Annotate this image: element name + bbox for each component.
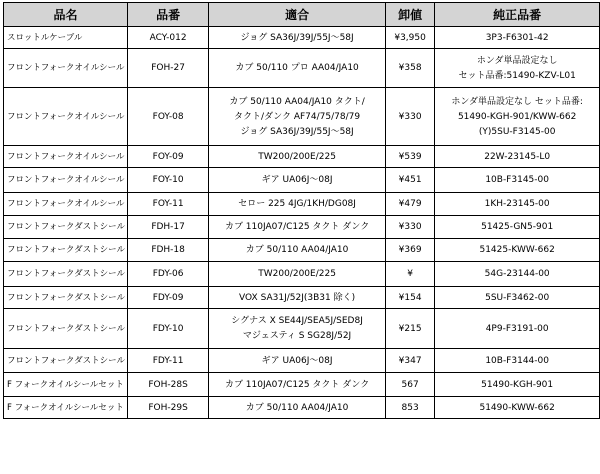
- cell-name: フロントフォークオイルシール: [4, 88, 128, 146]
- cell-genuine-part-number: [435, 216, 600, 239]
- cell-wholesale-price: ¥479: [385, 193, 434, 216]
- cell-genuine-part-number: [435, 397, 600, 419]
- header-part-number: 品番: [127, 3, 208, 27]
- cell-part-number: FDY-10: [127, 309, 208, 349]
- table-row: [4, 349, 600, 373]
- cell-part-number: FDH-18: [127, 239, 208, 262]
- cell-wholesale-price: ¥369: [385, 239, 434, 262]
- parts-table-container: [3, 2, 600, 419]
- cell-name: フロントフォークオイルシール: [4, 168, 128, 193]
- cell-name: フロントフォークダストシール: [4, 216, 128, 239]
- cell-part-number: FDY-06: [127, 262, 208, 287]
- cell-fitment: [209, 88, 386, 146]
- cell-genuine-part-number: [435, 193, 600, 216]
- cell-wholesale-price: ¥215: [385, 309, 434, 349]
- cell-part-number: FOY-11: [127, 193, 208, 216]
- cell-genuine-part-number: [435, 146, 600, 168]
- parts-table: [3, 2, 600, 419]
- cell-part-number: FOH-28S: [127, 373, 208, 397]
- genuine-part-line: 3P3-F6301-42: [485, 32, 549, 43]
- fitment-line: カブ 110JA07/C125 タクト ダンク: [224, 222, 370, 232]
- header-wholesale-price: 卸値: [385, 3, 434, 27]
- cell-fitment: [209, 287, 386, 309]
- cell-part-number: FOH-29S: [127, 397, 208, 419]
- cell-wholesale-price: ¥3,950: [385, 27, 434, 49]
- fitment-line: マジェスティ S SG28J/52J: [242, 331, 352, 341]
- header-fitment: 適合: [209, 3, 386, 27]
- genuine-part-line: (Y)5SU-F3145-00: [478, 126, 556, 137]
- genuine-part-line: 10B-F3145-00: [485, 175, 549, 185]
- genuine-part-line: 4P9-F3191-00: [485, 323, 549, 334]
- cell-fitment: [209, 216, 386, 239]
- genuine-part-line: 54G-23144-00: [484, 269, 550, 279]
- fitment-line: カブ 50/110 AA04/JA10: [245, 402, 349, 413]
- fitment-line: VOX SA31J/52J(3B31 除く): [239, 292, 356, 303]
- cell-fitment: [209, 146, 386, 168]
- table-row: [4, 146, 600, 168]
- cell-name: フロントフォークダストシール: [4, 262, 128, 287]
- cell-wholesale-price: ¥347: [385, 349, 434, 373]
- cell-genuine-part-number: [435, 373, 600, 397]
- cell-fitment: [209, 397, 386, 419]
- cell-fitment: [209, 262, 386, 287]
- cell-wholesale-price: ¥451: [385, 168, 434, 193]
- header-genuine-part-number: 純正品番: [435, 3, 600, 27]
- cell-genuine-part-number: [435, 239, 600, 262]
- fitment-line: セロー 225 4JG/1KH/DG08J: [238, 199, 356, 209]
- genuine-part-line: 5SU-F3462-00: [485, 292, 550, 303]
- cell-part-number: FOH-27: [127, 49, 208, 88]
- header-name: 品名: [4, 3, 128, 27]
- cell-name: F フォークオイルシールセット: [4, 373, 128, 397]
- cell-name: フロントフォークダストシール: [4, 239, 128, 262]
- table-row: [4, 168, 600, 193]
- cell-fitment: [209, 49, 386, 88]
- cell-part-number: FOY-10: [127, 168, 208, 193]
- table-row: [4, 287, 600, 309]
- cell-name: フロントフォークオイルシール: [4, 146, 128, 168]
- fitment-line: ギア UA06J～08J: [261, 175, 333, 185]
- cell-name: フロントフォークダストシール: [4, 287, 128, 309]
- cell-part-number: FDY-09: [127, 287, 208, 309]
- cell-genuine-part-number: [435, 349, 600, 373]
- cell-fitment: [209, 168, 386, 193]
- genuine-part-line: 10B-F3144-00: [485, 355, 549, 366]
- fitment-line: タクト/ダンク AF74/75/78/79: [234, 111, 361, 122]
- fitment-line: TW200/200E/225: [258, 151, 336, 162]
- cell-wholesale-price: 567: [385, 373, 434, 397]
- cell-name: フロントフォークダストシール: [4, 349, 128, 373]
- table-row: [4, 88, 600, 146]
- cell-genuine-part-number: [435, 309, 600, 349]
- cell-wholesale-price: 853: [385, 397, 434, 419]
- fitment-line: カブ 50/110 プロ AA04/JA10: [235, 63, 359, 73]
- cell-wholesale-price: ¥154: [385, 287, 434, 309]
- genuine-part-line: 51425-KWW-662: [479, 245, 555, 255]
- genuine-part-line: 51490-KGH-901: [481, 379, 554, 390]
- fitment-line: ジョグ SA36J/39J/55J～58J: [240, 126, 354, 137]
- table-row: [4, 27, 600, 49]
- table-row: [4, 49, 600, 88]
- table-row: [4, 239, 600, 262]
- fitment-line: カブ 110JA07/C125 タクト ダンク: [224, 379, 370, 390]
- cell-fitment: [209, 193, 386, 216]
- cell-genuine-part-number: [435, 168, 600, 193]
- table-body: [4, 27, 600, 419]
- cell-genuine-part-number: [435, 262, 600, 287]
- genuine-part-line: 51425-GN5-901: [481, 222, 554, 232]
- cell-name: フロントフォークオイルシール: [4, 49, 128, 88]
- cell-fitment: [209, 373, 386, 397]
- table-row: [4, 216, 600, 239]
- fitment-line: カブ 50/110 AA04/JA10: [245, 245, 349, 255]
- cell-name: スロットルケーブル: [4, 27, 128, 49]
- fitment-line: ギア UA06J～08J: [261, 355, 333, 366]
- fitment-line: カブ 50/110 AA04/JA10 タクト/: [229, 96, 365, 107]
- cell-name: F フォークオイルシールセット: [4, 397, 128, 419]
- fitment-line: ジョグ SA36J/39J/55J～58J: [240, 32, 354, 43]
- fitment-line: シグナス X SE44J/SEA5J/SED8J: [231, 316, 363, 326]
- genuine-part-line: 51490-KWW-662: [479, 402, 555, 413]
- cell-wholesale-price: ¥358: [385, 49, 434, 88]
- fitment-line: TW200/200E/225: [258, 269, 336, 279]
- genuine-part-line: セット品番:51490-KZV-L01: [458, 70, 576, 81]
- cell-part-number: FDH-17: [127, 216, 208, 239]
- cell-part-number: FDY-11: [127, 349, 208, 373]
- cell-name: フロントフォークダストシール: [4, 309, 128, 349]
- genuine-part-line: ホンダ単品設定なし セット品番:: [451, 96, 583, 107]
- cell-part-number: FOY-08: [127, 88, 208, 146]
- cell-fitment: [209, 27, 386, 49]
- cell-genuine-part-number: [435, 88, 600, 146]
- genuine-part-line: 22W-23145-L0: [484, 151, 551, 162]
- cell-name: フロントフォークオイルシール: [4, 193, 128, 216]
- table-row: [4, 309, 600, 349]
- cell-part-number: ACY-012: [127, 27, 208, 49]
- table-row: [4, 373, 600, 397]
- cell-genuine-part-number: [435, 287, 600, 309]
- table-row: [4, 397, 600, 419]
- table-row: [4, 193, 600, 216]
- cell-wholesale-price: ¥330: [385, 216, 434, 239]
- cell-wholesale-price: ¥330: [385, 88, 434, 146]
- genuine-part-line: ホンダ単品設定なし: [476, 55, 558, 66]
- cell-fitment: [209, 309, 386, 349]
- genuine-part-line: 1KH-23145-00: [484, 199, 550, 209]
- cell-genuine-part-number: [435, 27, 600, 49]
- table-row: [4, 262, 600, 287]
- cell-fitment: [209, 349, 386, 373]
- cell-genuine-part-number: [435, 49, 600, 88]
- header-row: [4, 3, 600, 27]
- cell-wholesale-price: ¥539: [385, 146, 434, 168]
- genuine-part-line: 51490-KGH-901/KWW-662: [457, 111, 577, 122]
- cell-wholesale-price: ¥: [385, 262, 434, 287]
- cell-part-number: FOY-09: [127, 146, 208, 168]
- cell-fitment: [209, 239, 386, 262]
